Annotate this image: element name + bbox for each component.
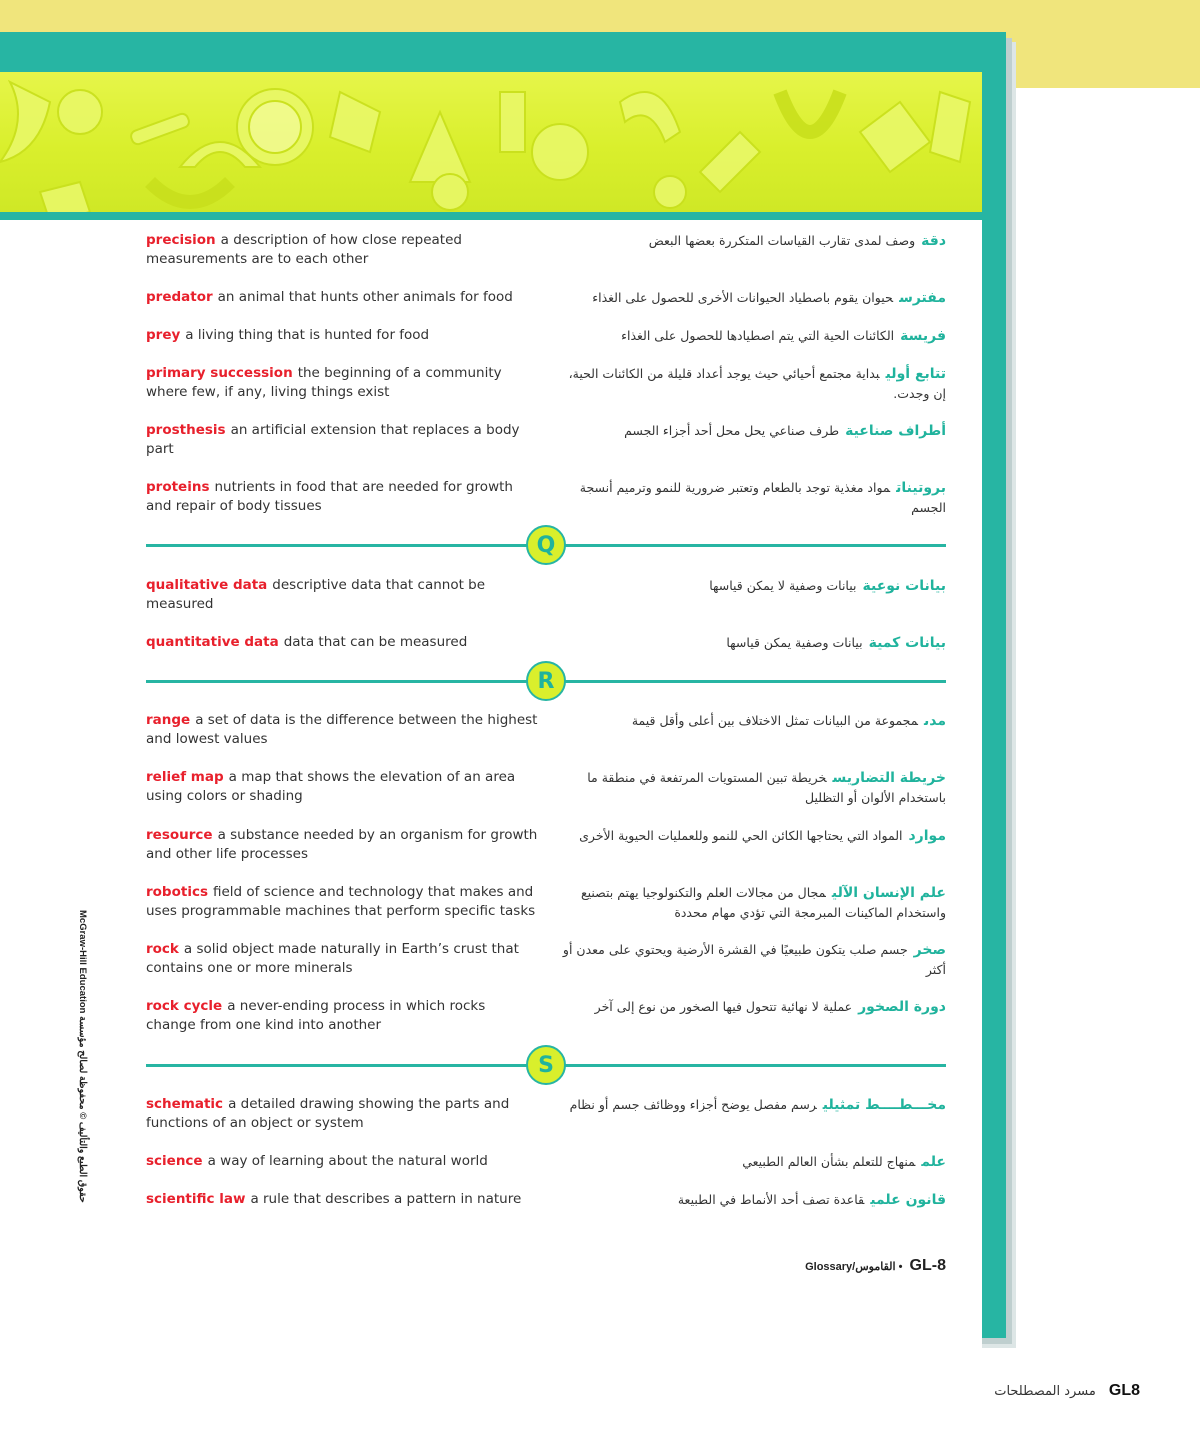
glossary-entry-rock-cycle: [146, 997, 946, 1045]
page-code: GL-8: [909, 1257, 946, 1274]
section-divider-q: [146, 525, 946, 567]
entry-arabic-definition: منهاج للتعلم بشأن العالم الطبيعي: [742, 1154, 916, 1169]
entry-english: [146, 711, 538, 749]
entry-definition: nutrients in food that are needed for growth and repair of body tissues: [146, 479, 513, 514]
entry-arabic: [556, 326, 946, 346]
page-number: [960, 1380, 1140, 1408]
entry-arabic-definition: مواد مغذية توجد بالطعام وتعتبر ضرورية للنمو وترميم أنسجة الجسم: [579, 480, 946, 515]
entry-arabic: [556, 576, 946, 596]
entry-english: [146, 1152, 538, 1171]
entry-arabic: [556, 1190, 946, 1210]
entry-term: predator: [146, 289, 213, 305]
entry-arabic-definition: عملية لا نهائية تتحول فيها الصخور من نوع إلى آخر: [594, 999, 853, 1014]
entry-arabic-definition: خريطة تبين المستويات المرتفعة في منطقة ما باستخدام الألوان أو التظليل: [587, 770, 946, 805]
entry-definition: the beginning of a community where few, if any, living things exist: [146, 365, 502, 400]
entry-arabic: [556, 231, 946, 251]
entry-arabic: [556, 478, 946, 517]
entry-english: [146, 1190, 538, 1209]
entry-arabic-term: علم: [921, 1154, 946, 1170]
entry-arabic-definition: مجال من مجالات العلم والتكنولوجيا يهتم بتصنيع واستخدام الماكينات المبرمجة التي تؤدي مهام محددة: [580, 885, 946, 920]
entry-english: [146, 1095, 538, 1133]
glossary-entry-rock: [146, 940, 946, 988]
entry-definition: a substance needed by an organism for growth and other life processes: [146, 827, 538, 862]
entry-english: [146, 576, 538, 614]
entry-arabic: [556, 364, 946, 403]
entry-english: [146, 997, 538, 1035]
entry-definition: a map that shows the elevation of an area using colors or shading: [146, 769, 516, 804]
entry-definition: a living thing that is hunted for food: [185, 327, 430, 343]
copyright-credit: [74, 910, 94, 1203]
entry-arabic-definition: مجموعة من البيانات تمثل الاختلاف بين أعلى وأقل قيمة: [631, 713, 918, 728]
entry-term: resource: [146, 827, 213, 843]
entry-definition: an animal that hunts other animals for food: [217, 289, 513, 305]
section-divider-r: [146, 661, 946, 703]
entry-english: [146, 288, 538, 307]
entry-term: rock: [146, 941, 179, 957]
entry-arabic-term: دقة: [921, 233, 946, 249]
entry-english: [146, 768, 538, 806]
entry-arabic-term: قانون علمي: [870, 1192, 946, 1208]
glossary-entry-prosthesis: [146, 421, 946, 469]
entry-arabic-definition: رسم مفصل يوضح أجزاء ووظائف جسم أو نظام: [569, 1097, 817, 1112]
entry-arabic: [556, 997, 946, 1017]
entry-definition: a solid object made naturally in Earth’s crust that contains one or more minerals: [146, 941, 519, 976]
entry-term: schematic: [146, 1096, 224, 1112]
glossary-entry-resource: [146, 826, 946, 874]
banner-lab-equipment-pattern: [0, 72, 982, 212]
entry-arabic-term: علم الإنسان الآلي: [831, 885, 946, 901]
entry-english: [146, 421, 538, 459]
entry-arabic: [556, 421, 946, 441]
entry-term: prosthesis: [146, 422, 226, 438]
entry-term: proteins: [146, 479, 210, 495]
entry-term: precision: [146, 232, 216, 248]
entry-definition: a description of how close repeated measurements are to each other: [146, 232, 462, 267]
entry-english: [146, 231, 538, 269]
glossary-page-footer: [700, 1257, 946, 1281]
entry-definition: descriptive data that cannot be measured: [146, 577, 486, 612]
entry-term: scientific law: [146, 1191, 246, 1207]
entry-arabic-term: موارد: [908, 828, 946, 844]
entry-english: [146, 478, 538, 516]
entry-definition: an artificial extension that replaces a body part: [146, 422, 520, 457]
entry-arabic-definition: بيانات وصفية لا يمكن قياسها: [709, 578, 857, 593]
entry-arabic-definition: المواد التي يحتاجها الكائن الحي للنمو وللعمليات الحيوية الأخرى: [579, 828, 903, 843]
entry-english: [146, 326, 538, 345]
glossary-entry-relief-map: [146, 768, 946, 816]
glossary-entry-primary-succession: [146, 364, 946, 412]
glossary-entry-qualitative-data: [146, 576, 946, 624]
entry-term: science: [146, 1153, 203, 1169]
entry-term: primary succession: [146, 365, 293, 381]
entry-arabic-term: أطراف صناعية: [845, 423, 946, 439]
entry-term: range: [146, 712, 191, 728]
entry-arabic-term: بيانات نوعية: [862, 578, 946, 594]
section-letter-badge: R: [526, 661, 566, 701]
entry-arabic: [556, 826, 946, 846]
entry-arabic: [556, 768, 946, 807]
glossary-entry-proteins: [146, 478, 946, 526]
entry-definition: a rule that describes a pattern in nature: [250, 1191, 522, 1207]
entry-definition: a detailed drawing showing the parts and functions of an object or system: [146, 1096, 510, 1131]
glossary-entry-schematic: [146, 1095, 946, 1143]
entry-definition: a set of data is the difference between the highest and lowest values: [146, 712, 538, 747]
entry-arabic: [556, 633, 946, 653]
entry-arabic-definition: جسم صلب يتكون طبيعيًا في القشرة الأرضية ويحتوي على معدن أو أكثر: [562, 942, 946, 977]
entry-arabic: [556, 288, 946, 308]
page-arabic-label: مسرد المصطلحات: [994, 1384, 1096, 1399]
entry-arabic-definition: الكائنات الحية التي يتم اصطيادها للحصول على الغذاء: [621, 328, 895, 343]
entry-definition: a never-ending process in which rocks change from one kind into another: [146, 998, 486, 1033]
entry-arabic-definition: وصف لمدى تقارب القياسات المتكررة بعضها البعض: [648, 233, 916, 248]
entry-term: prey: [146, 327, 181, 343]
section-letter-badge: S: [526, 1045, 566, 1085]
entry-arabic-term: تتابع أولي: [885, 366, 946, 382]
entry-english: [146, 364, 538, 402]
entry-arabic-term: دورة الصخور: [858, 999, 946, 1015]
entry-definition: data that can be measured: [283, 634, 468, 650]
page-number-code: GL8: [1108, 1382, 1140, 1399]
glossary-label: Glossary/القاموس: [805, 1261, 896, 1273]
entry-arabic-term: صخر: [913, 942, 946, 958]
header-banner: [0, 72, 982, 212]
entry-arabic-definition: بداية مجتمع أحيائي حيث يوجد أعداد قليلة من الكائنات الحية، إن وجدت.: [568, 366, 946, 401]
entry-term: rock cycle: [146, 998, 223, 1014]
entry-arabic: [556, 940, 946, 979]
entry-arabic-definition: طرف صناعي يحل محل أحد أجزاء الجسم: [624, 423, 840, 438]
entry-arabic-definition: حيوان يقوم باصطياد الحيوانات الأخرى للحصول على الغذاء: [592, 290, 894, 305]
copyright-text: McGraw-Hill Education حقوق الطبع والتأليف © محفوظة لصالح مؤسسة: [77, 910, 88, 1203]
entry-arabic: [556, 1152, 946, 1172]
entry-arabic: [556, 711, 946, 731]
entry-arabic: [556, 1095, 946, 1115]
entry-definition: a way of learning about the natural world: [207, 1153, 488, 1169]
glossary-entry-robotics: [146, 883, 946, 931]
glossary-entry-range: [146, 711, 946, 759]
entry-english: [146, 940, 538, 978]
entry-arabic-term: خريطة التضاريس: [832, 770, 946, 786]
entry-term: qualitative data: [146, 577, 268, 593]
entry-term: robotics: [146, 884, 208, 900]
entry-arabic-term: بيانات كمية: [868, 635, 946, 651]
entry-arabic: [556, 883, 946, 922]
entry-arabic-term: مدى: [923, 713, 946, 729]
entry-arabic-term: مفترس: [899, 290, 946, 306]
footer-bullet: •: [898, 1261, 903, 1273]
entry-arabic-definition: بيانات وصفية يمكن قياسها: [726, 635, 863, 650]
section-letter-badge: Q: [526, 525, 566, 565]
entry-arabic-term: فريسة: [900, 328, 946, 344]
entry-arabic-term: بروتينات: [896, 480, 946, 496]
entry-term: relief map: [146, 769, 224, 785]
entry-english: [146, 883, 538, 921]
glossary-entry-scientific-law: [146, 1190, 946, 1238]
section-divider-s: [146, 1045, 946, 1087]
entry-term: quantitative data: [146, 634, 279, 650]
entry-arabic-term: مخـــطــــط تمثيلي: [822, 1097, 946, 1113]
entry-arabic-definition: قاعدة تصف أحد الأنماط في الطبيعة: [677, 1192, 865, 1207]
entry-definition: field of science and technology that makes and uses programmable machines that perform specific tasks: [146, 884, 536, 919]
entry-english: [146, 633, 538, 652]
entry-english: [146, 826, 538, 864]
glossary-entry-precision: [146, 231, 946, 279]
